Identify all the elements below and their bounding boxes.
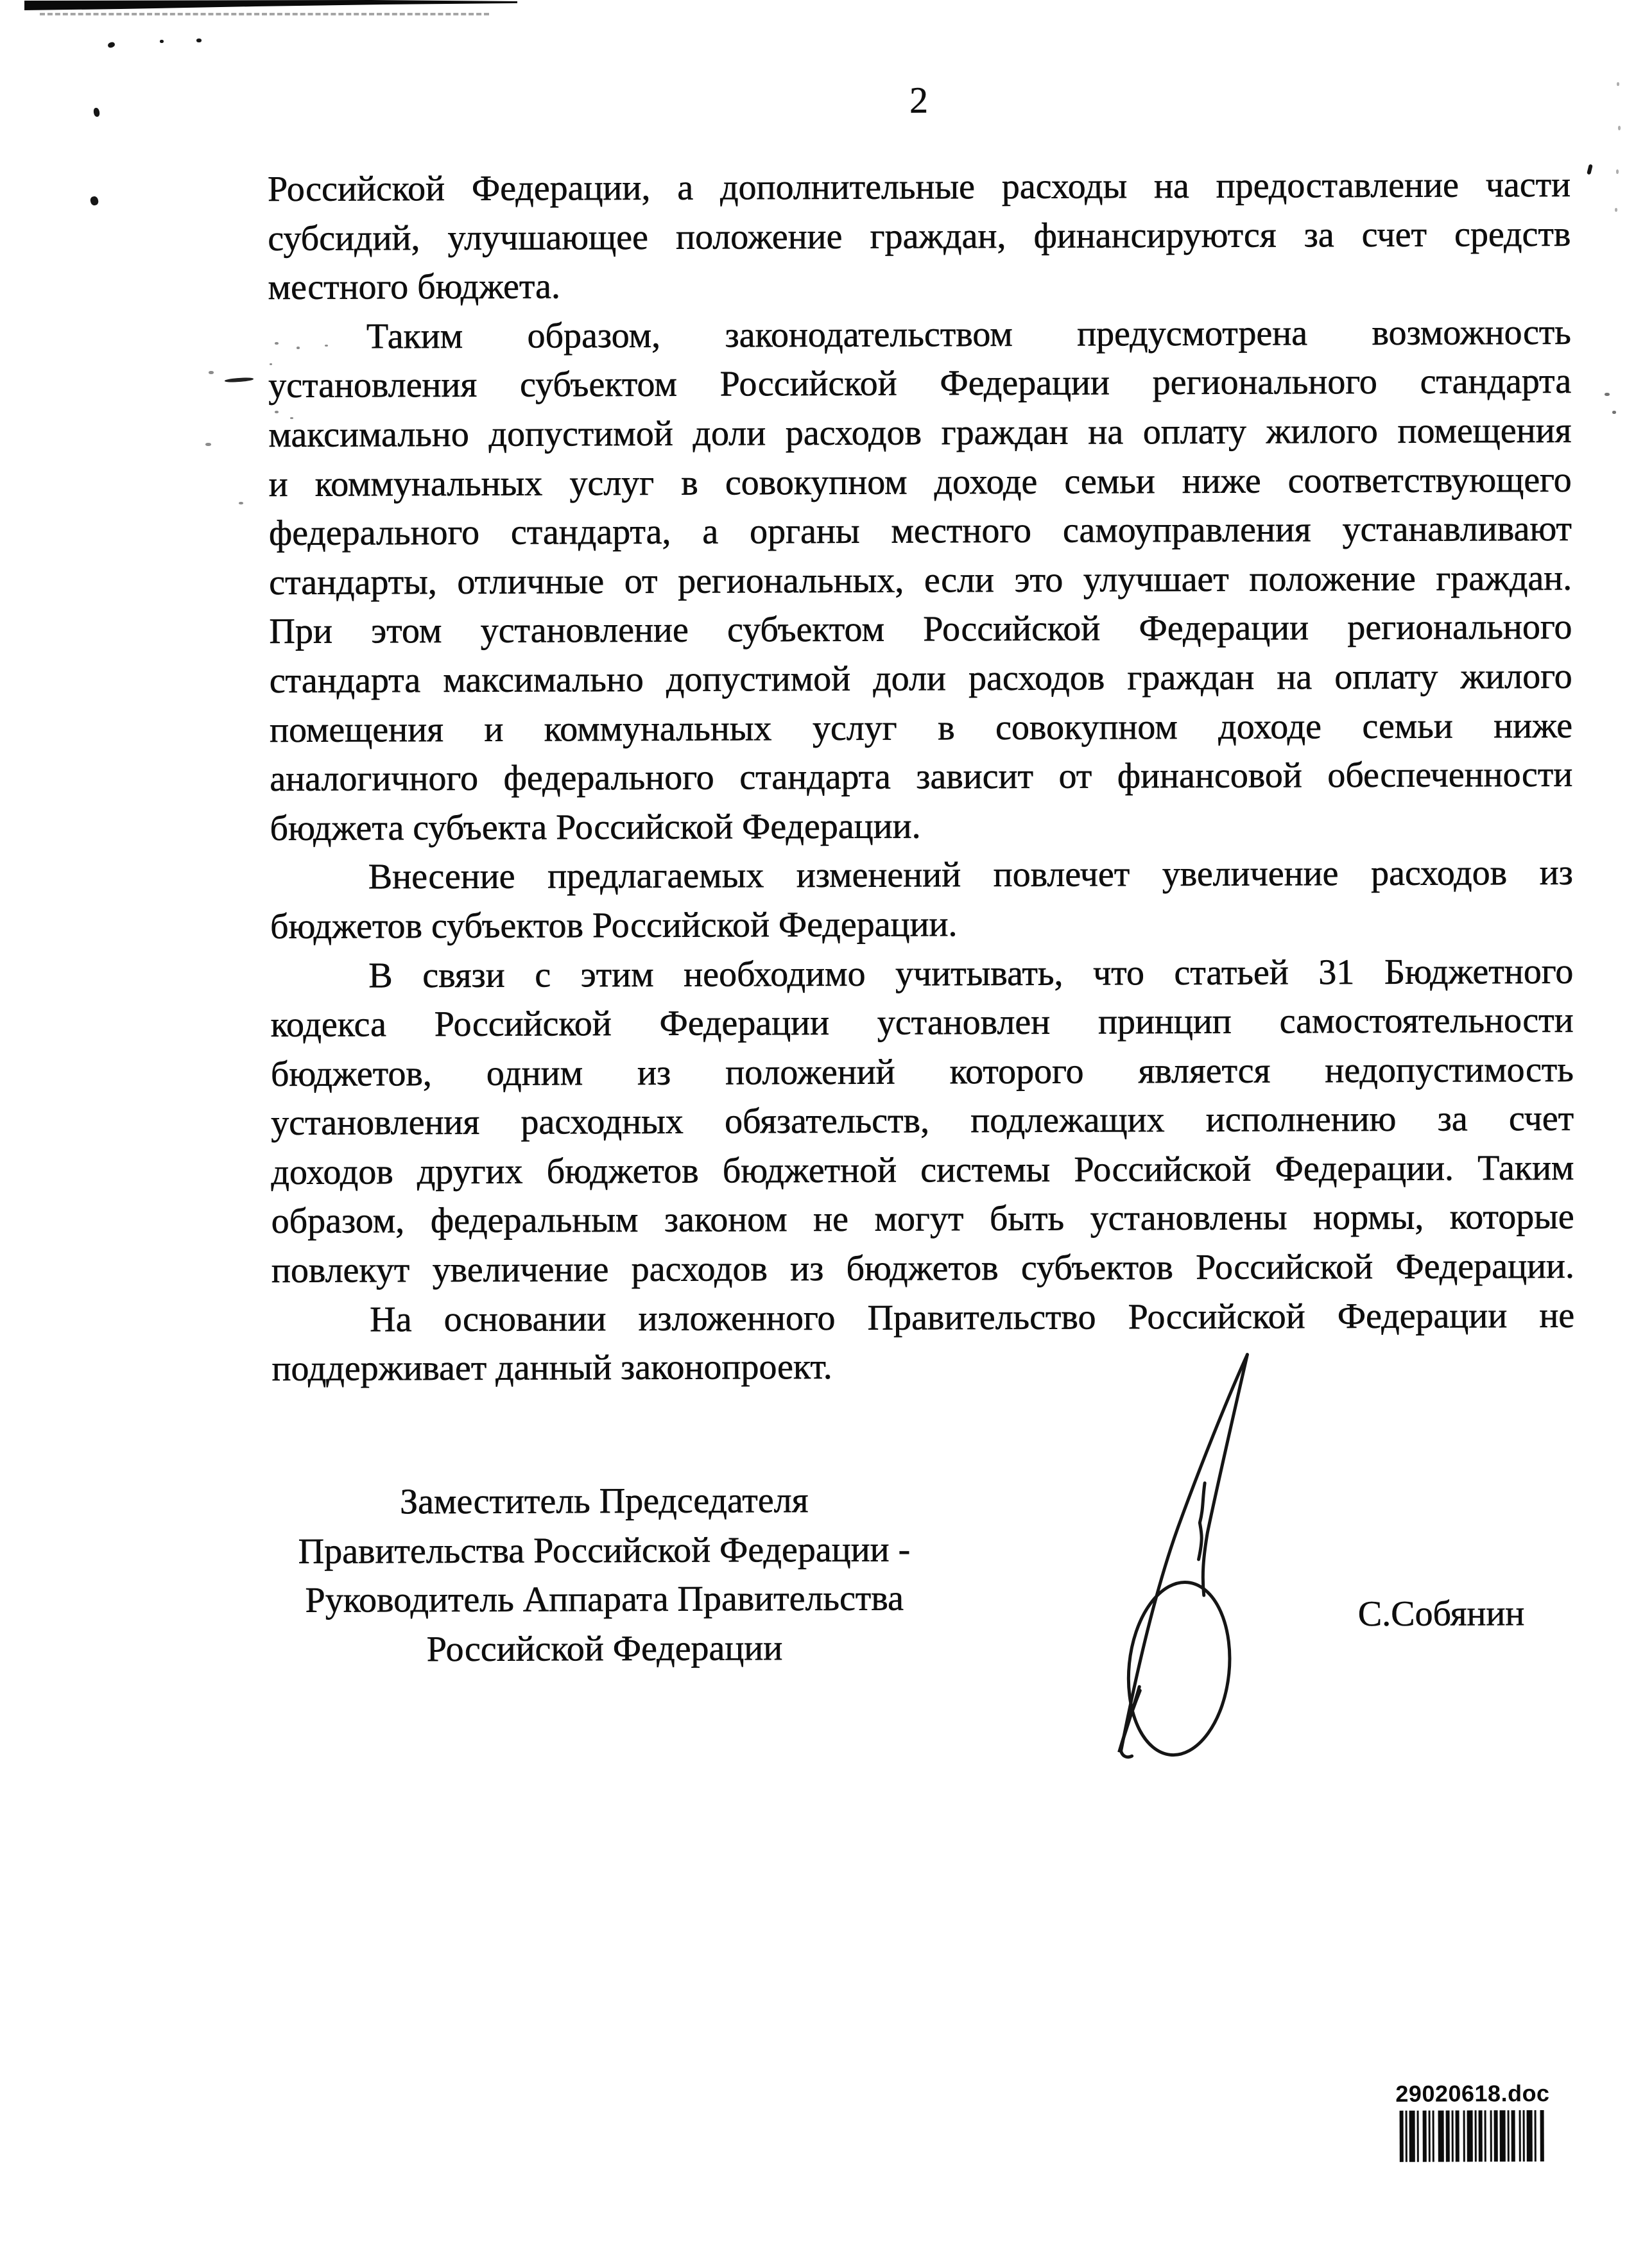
text-line: и коммунальных услуг в совокупном доходе семьи ниже соответствующего <box>268 460 1572 504</box>
text-line: Внесение предлагаемых изменений повлечет увеличение расходов из <box>368 853 1573 897</box>
signature-title-line: Руководитель Аппарата Правительства <box>305 1578 904 1620</box>
signer-name: С.Собянин <box>1357 1594 1525 1635</box>
barcode-bar <box>1500 2110 1506 2161</box>
text-line: кодекса Российской Федерации установлен принцип самостоятельности <box>270 1000 1574 1045</box>
text-line: бюджета субъекта Российской Федерации. <box>270 806 921 848</box>
text-line: установления субъектом Российской Федерации регионального стандарта <box>268 361 1572 406</box>
barcode-bar <box>1409 2111 1415 2162</box>
page-number: 2 <box>909 79 929 121</box>
text-line: бюджетов субъектов Российской Федерации. <box>270 904 958 947</box>
barcode <box>1391 2110 1555 2162</box>
text-line: аналогичного федерального стандарта зависит от финансовой обеспеченности <box>270 754 1573 800</box>
barcode-bar <box>1438 2111 1444 2162</box>
text-line: стандарты, отличные от региональных, если это улучшает положение граждан. <box>269 558 1572 603</box>
text-line: местного бюджета. <box>268 266 561 308</box>
text-line: повлекут увеличение расходов из бюджетов субъектов Российской Федерации. <box>271 1246 1575 1291</box>
text-line: доходов других бюджетов бюджетной системы Российской Федерации. Таким <box>271 1147 1574 1192</box>
text-line: федерального стандарта, а органы местного самоуправления устанавливают <box>268 509 1572 554</box>
signature-title-line: Заместитель Председателя <box>399 1481 809 1522</box>
text-line: установления расходных обязательств, подлежащих исполнению за счет <box>271 1099 1574 1144</box>
handwritten-signature <box>1041 1301 1313 1764</box>
document-footer <box>1390 2081 1554 2162</box>
signature-title-line: Правительства Российской Федерации - <box>298 1529 911 1572</box>
signature-title-block <box>264 1475 945 1674</box>
barcode-bar <box>1467 2110 1473 2161</box>
barcode-gap <box>1544 2110 1546 2161</box>
doc-filename: 29020618.doc <box>1395 2080 1550 2107</box>
text-line: помещения и коммунальных услуг в совокупном доходе семьи ниже <box>269 705 1573 750</box>
text-line: Таким образом, законодательством предусмотрена возможность <box>366 312 1571 357</box>
barcode-bar <box>1527 2110 1533 2161</box>
text-line: поддерживает данный законопроект. <box>271 1347 832 1389</box>
text-line: образом, федеральным законом не могут быть установлены нормы, которые <box>271 1197 1574 1242</box>
text-line: стандарта максимально допустимой доли расходов граждан на оплату жилого <box>269 656 1572 701</box>
text-line: Российской Федерации, а дополнительные расходы на предоставление части <box>267 164 1571 209</box>
signature-title-line: Российской Федерации <box>426 1628 783 1669</box>
body-text <box>268 160 1575 1394</box>
text-line: На основании изложенного Правительство Российской Федерации не <box>370 1295 1575 1340</box>
text-line: субсидий, улучшающее положение граждан, финансируются за счет средств <box>268 214 1571 259</box>
text-line: бюджетов, одним из положений которого является недопустимость <box>270 1049 1574 1094</box>
text-line: максимально допустимой доли расходов граждан на оплату жилого помещения <box>268 410 1572 455</box>
text-line: При этом установление субъектом Российской Федерации регионального <box>269 607 1572 652</box>
text-line: В связи с этим необходимо учитывать, что статьей 31 Бюджетного <box>368 951 1574 995</box>
